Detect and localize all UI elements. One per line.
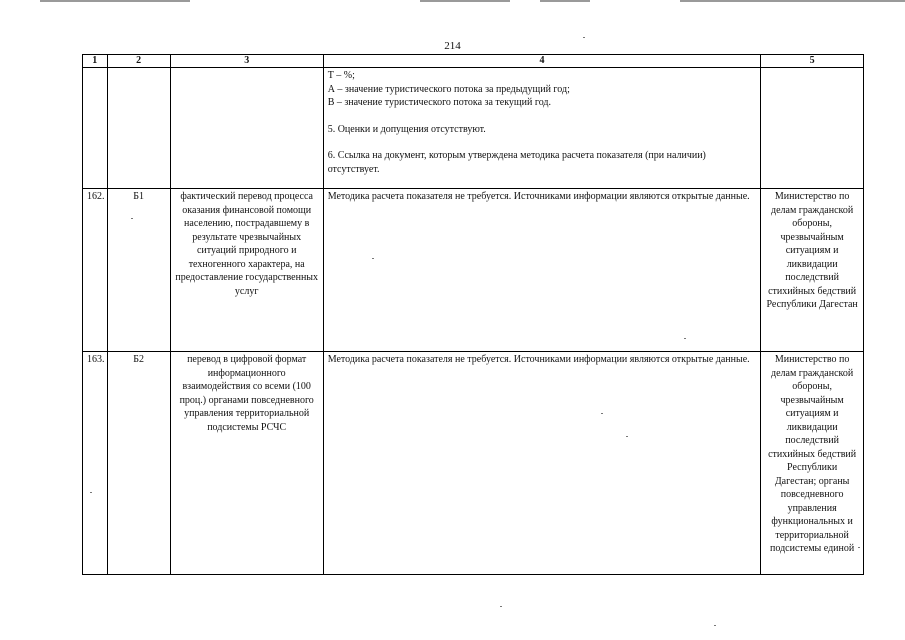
methodology-cell [323, 68, 761, 189]
table-header-row [83, 55, 864, 68]
scan-speck [131, 218, 133, 219]
scan-speck [626, 436, 628, 437]
top-border-line [40, 0, 190, 2]
methodology-cell: Методика расчета показателя не требуется. Источниками информации являются открытые данные. [323, 352, 761, 575]
methodology-line: 6. Ссылка на документ, которым утверждена методика расчета показателя (при наличии) отсутствует. [327, 150, 706, 175]
column-header: 4 [323, 55, 761, 68]
column-header: 2 [107, 55, 170, 68]
methodology-line: Т – %; [327, 70, 355, 81]
responsible-body-cell [761, 68, 864, 189]
table-row-continuation [83, 68, 864, 189]
methodology-cell: Методика расчета показателя не требуется. Источниками информации являются открытые данные. [323, 189, 761, 352]
row-code-cell: Б2 [107, 352, 170, 575]
scan-speck [858, 547, 860, 548]
scan-speck [583, 37, 585, 38]
scan-speck [684, 338, 686, 339]
methodology-line: В – значение туристического потока за текущий год. [327, 97, 551, 108]
column-header: 3 [170, 55, 323, 68]
indicators-table [82, 54, 864, 575]
scan-speck [90, 492, 92, 493]
indicator-name-cell [170, 68, 323, 189]
methodology-line [328, 110, 757, 123]
table-row [83, 352, 864, 575]
scan-speck [601, 413, 603, 414]
scan-speck [372, 258, 374, 259]
column-header: 1 [83, 55, 108, 68]
row-code-cell: Б1 [107, 189, 170, 352]
column-header: 5 [761, 55, 864, 68]
row-code-cell [107, 68, 170, 189]
methodology-line: 5. Оценки и допущения отсутствуют. [327, 123, 486, 135]
methodology-line: А – значение туристического потока за предыдущий год; [327, 83, 570, 95]
top-border-line [420, 0, 510, 2]
scan-speck [500, 606, 502, 607]
row-number-cell: 163. [83, 352, 108, 575]
responsible-body-cell: Министерство по делам гражданской обороны, чрезвычайным ситуациям и ликвидации последствий стихийных бедствий Республики Дагестан [761, 189, 864, 352]
top-border-line [680, 0, 905, 2]
page-number: 214 [444, 40, 461, 52]
scan-speck [714, 625, 716, 626]
top-border-line [540, 0, 590, 2]
methodology-line [328, 136, 757, 149]
responsible-body-cell: Министерство по делам гражданской обороны, чрезвычайным ситуациям и ликвидации последствий стихийных бедствий Республики Дагестан; органы повседневного управления функциональных и территориальной подсистемы единой [761, 352, 864, 575]
table-row [83, 189, 864, 352]
row-number-cell: 162. [83, 189, 108, 352]
indicator-name-cell: фактический перевод процесса оказания финансовой помощи населению, пострадавшему в результате чрезвычайных ситуаций природного и техногенного характера, на предоставление государственных услуг [170, 189, 323, 352]
indicator-name-cell: перевод в цифровой формат информационного взаимодействия со всеми (100 проц.) органами повседневного управления территориальной подсистемы РСЧС [170, 352, 323, 575]
row-number-cell [83, 68, 108, 189]
